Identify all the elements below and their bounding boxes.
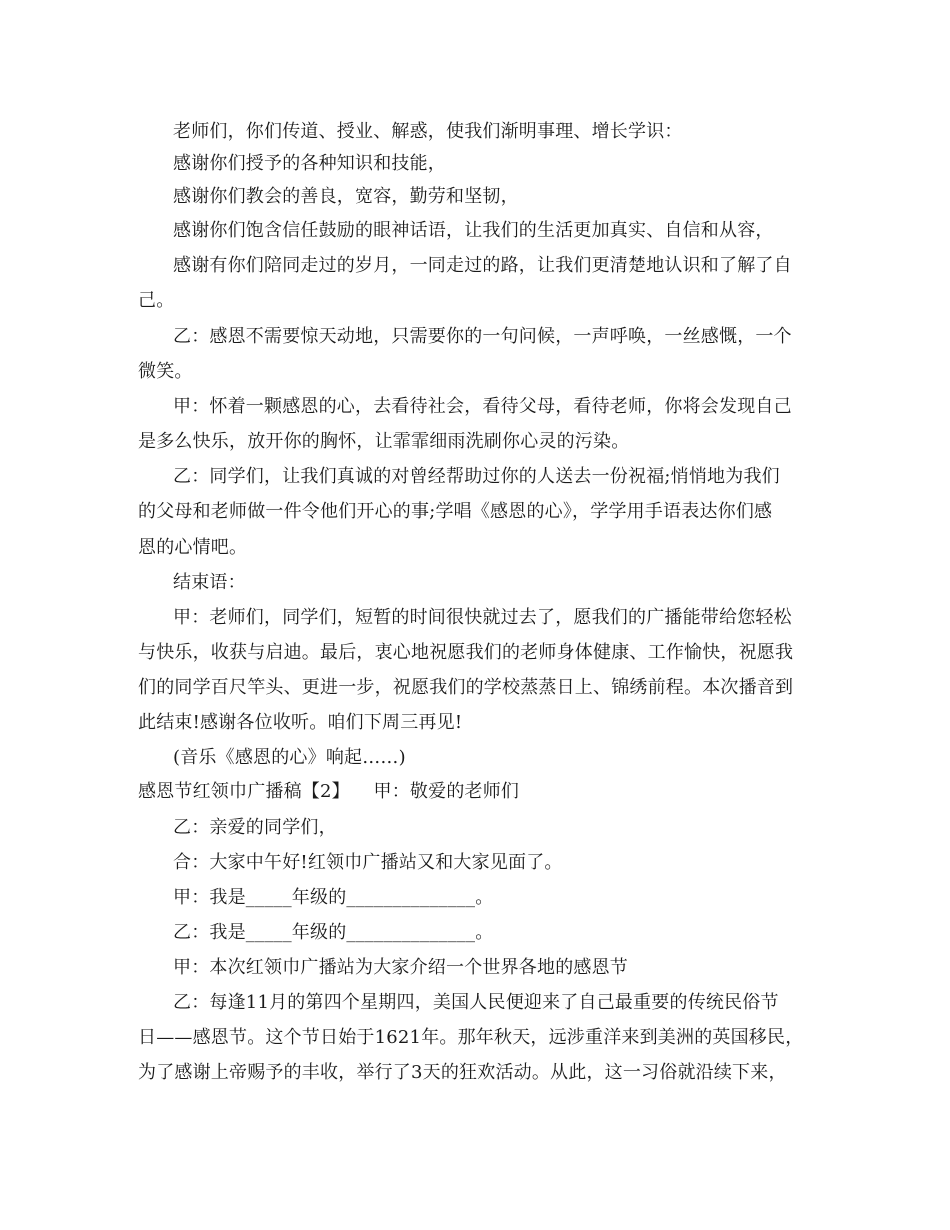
paragraph-line: 为了感谢上帝赐予的丰收，举行了3天的狂欢活动。从此，这一习俗就沿续下来， [138, 1062, 787, 1083]
section-heading: 结束语： [173, 572, 246, 593]
paragraph-line: 甲：我是_____年级的______________。 [173, 887, 494, 908]
paragraph-line: 乙：感恩不需要惊天动地，只需要你的一句问候，一声呼唤，一丝感慨，一个 [173, 326, 792, 347]
paragraph-line: 们的同学百尺竿头、更进一步，祝愿我们的学校蒸蒸日上、锦绣前程。本次播音到 [138, 677, 794, 698]
paragraph-line: 甲：老师们，同学们，短暂的时间很快就过去了，愿我们的广播能带给您轻松 [173, 607, 792, 628]
paragraph-line: 乙：每逢11月的第四个星期四，美国人民便迎来了自己最重要的传统民俗节 [173, 992, 779, 1013]
paragraph-line: 感谢你们教会的善良，宽容，勤劳和坚韧， [173, 186, 519, 207]
article-title-line: 感恩节红领巾广播稿【2】 甲：敬爱的老师们 [138, 781, 520, 802]
paragraph-line: 与快乐，收获与启迪。最后，衷心地祝愿我们的老师身体健康、工作愉快，祝愿我 [138, 642, 794, 663]
paragraph-line: 恩的心情吧。 [138, 537, 248, 558]
paragraph-line: 感谢你们授予的各种知识和技能， [173, 153, 446, 174]
paragraph-line: 日——感恩节。这个节日始于1621年。那年秋天，远涉重洋来到美洲的英国移民， [138, 1027, 804, 1048]
paragraph-line: 感谢有你们陪同走过的岁月，一同走过的路，让我们更清楚地认识和了解了自 [173, 255, 792, 276]
paragraph-line: 的父母和老师做一件令他们开心的事;学唱《感恩的心》，学学用手语表达你们感 [138, 501, 773, 522]
paragraph-line: 乙：我是_____年级的______________。 [173, 922, 494, 943]
paragraph-line: 合：大家中午好!红领巾广播站又和大家见面了。 [173, 852, 563, 873]
paragraph-line: 是多么快乐，放开你的胸怀，让霏霏细雨洗刷你心灵的污染。 [138, 431, 630, 452]
paragraph-line: 老师们，你们传道、授业、解惑，使我们渐明事理、增长学识： [173, 121, 683, 142]
paragraph-line: 乙：亲爱的同学们， [173, 817, 337, 838]
paragraph-line: 甲：本次红领巾广播站为大家介绍一个世界各地的感恩节 [173, 957, 628, 978]
paragraph-line: 乙：同学们，让我们真诚的对曾经帮助过你的人送去一份祝福;悄悄地为我们 [173, 466, 780, 487]
paragraph-line: 此结束!感谢各位收听。咱们下周三再见! [138, 712, 463, 733]
paragraph-line: (音乐《感恩的心》响起……) [173, 747, 406, 768]
paragraph-line: 微笑。 [138, 361, 193, 382]
paragraph-line: 感谢你们饱含信任鼓励的眼神话语，让我们的生活更加真实、自信和从容， [173, 220, 774, 241]
paragraph-line: 己。 [138, 290, 175, 311]
paragraph-line: 甲：怀着一颗感恩的心，去看待社会，看待父母，看待老师，你将会发现自己 [173, 396, 792, 417]
